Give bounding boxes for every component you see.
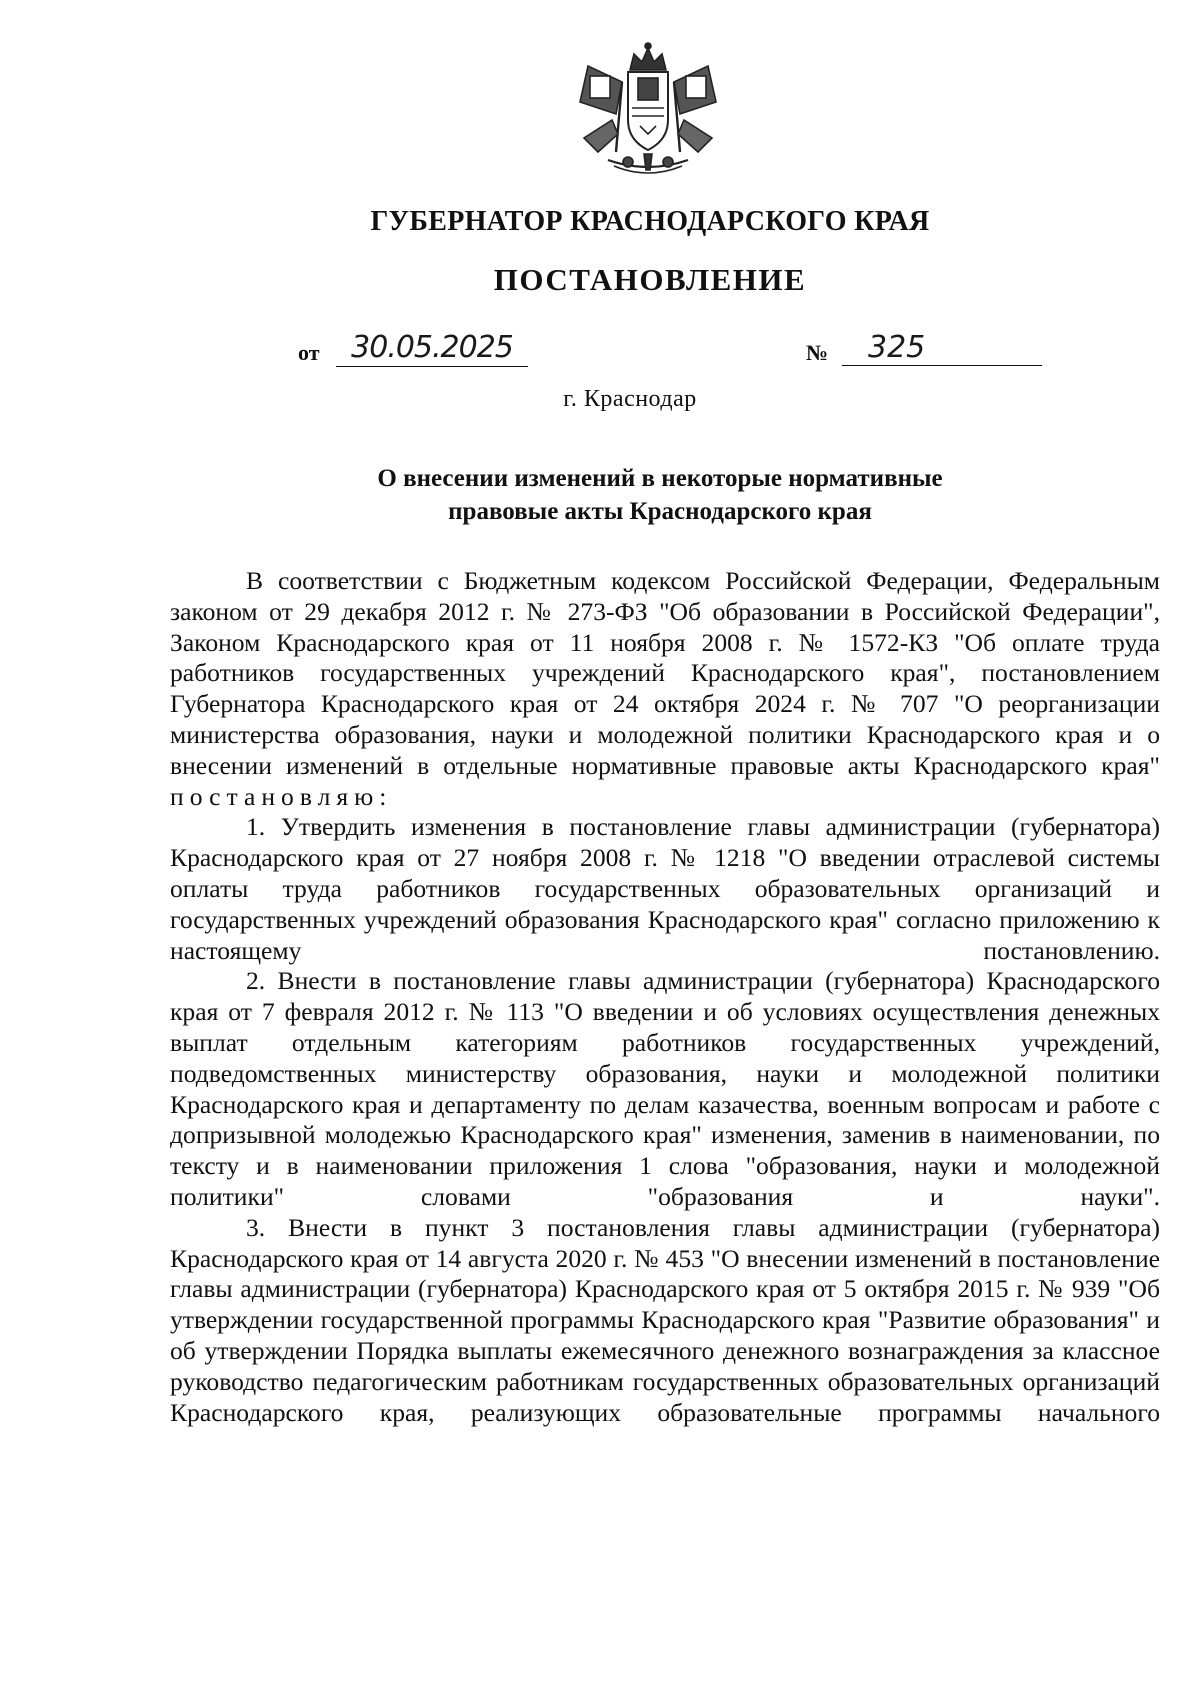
document-subject [300,462,1020,528]
preamble-paragraph: В соответствии с Бюджетным кодексом Российской Федерации, Федеральным законом от 29 декабря 2012 г. № 273-ФЗ "Об образовании в Российской Федерации", Законом Краснодарского края от 11 ноября 2008 г. № 1572-КЗ "Об оплате труда работников государственных учреждений Краснодарского края", постановлением Губернатора Краснодарского края от 24 октября 2024 г. № 707 "О реорганизации министерства образования, науки и молодежной политики Краснодарского края и о внесении изменений в отдельные нормативные правовые акты Краснодарского края" [170,566,1160,780]
resolve-word: постановляю: [170,781,393,811]
subject-line-2: правовые акты Краснодарского края [448,498,872,525]
krasnodar-coat-of-arms-icon [558,42,738,180]
document-type-title: ПОСТАНОВЛЕНИЕ [493,262,807,297]
point-1-paragraph: 1. Утвердить изменения в постановление главы администрации (губернатора) Краснодарского края от 27 ноября 2008 г. № 1218 "О введении отраслевой системы оплаты труда работников государственных образовательных организаций и государственных учреждений образования Краснодарского края" согласно приложению к настоящему постановлению. [170,812,1160,965]
document-body [170,566,1160,1428]
date-prefix: от [298,340,320,365]
handwritten-number: 325 [842,330,1042,366]
point-3-paragraph: 3. Внести в пункт 3 постановления главы администрации (губернатора) Краснодарского края от 14 августа 2020 г. № 453 "О внесении изменений в постановление главы администрации (губернатора) Краснодарского края от 5 октября 2015 г. № 939 "Об утверждении государственной программы Краснодарского края "Развитие образования" и об утверждении Порядка выплаты ежемесячного денежного вознаграждения за классное руководство педагогическим работникам государственных образовательных организаций Краснодарского края, реализующих образовательные программы начального [170,1212,1160,1427]
point-2-paragraph: 2. Внести в постановление главы администрации (губернатора) Краснодарского края от 7 февраля 2012 г. № 113 "О введении и об условиях осуществления денежных выплат отдельным категориям работников государственных учреждений, подведомственных министерству образования, науки и молодежной политики Краснодарского края и департаменту по делам казачества, военным вопросам и работе с допризывной молодежью Краснодарского края" изменения, заменив в наименовании, по тексту и в наименовании приложения 1 слова "образования, науки и молодежной политики" словами "образования и науки". [170,966,1160,1211]
subject-line-1: О внесении изменений в некоторые нормативные [377,465,943,492]
handwritten-date: 30.05.2025 [336,330,528,367]
number-sign: № [806,340,829,365]
city: г. Краснодар [563,386,697,412]
date-number-line [298,330,1058,370]
issuing-authority: ГУБЕРНАТОР КРАСНОДАРСКОГО КРАЯ [370,206,930,237]
